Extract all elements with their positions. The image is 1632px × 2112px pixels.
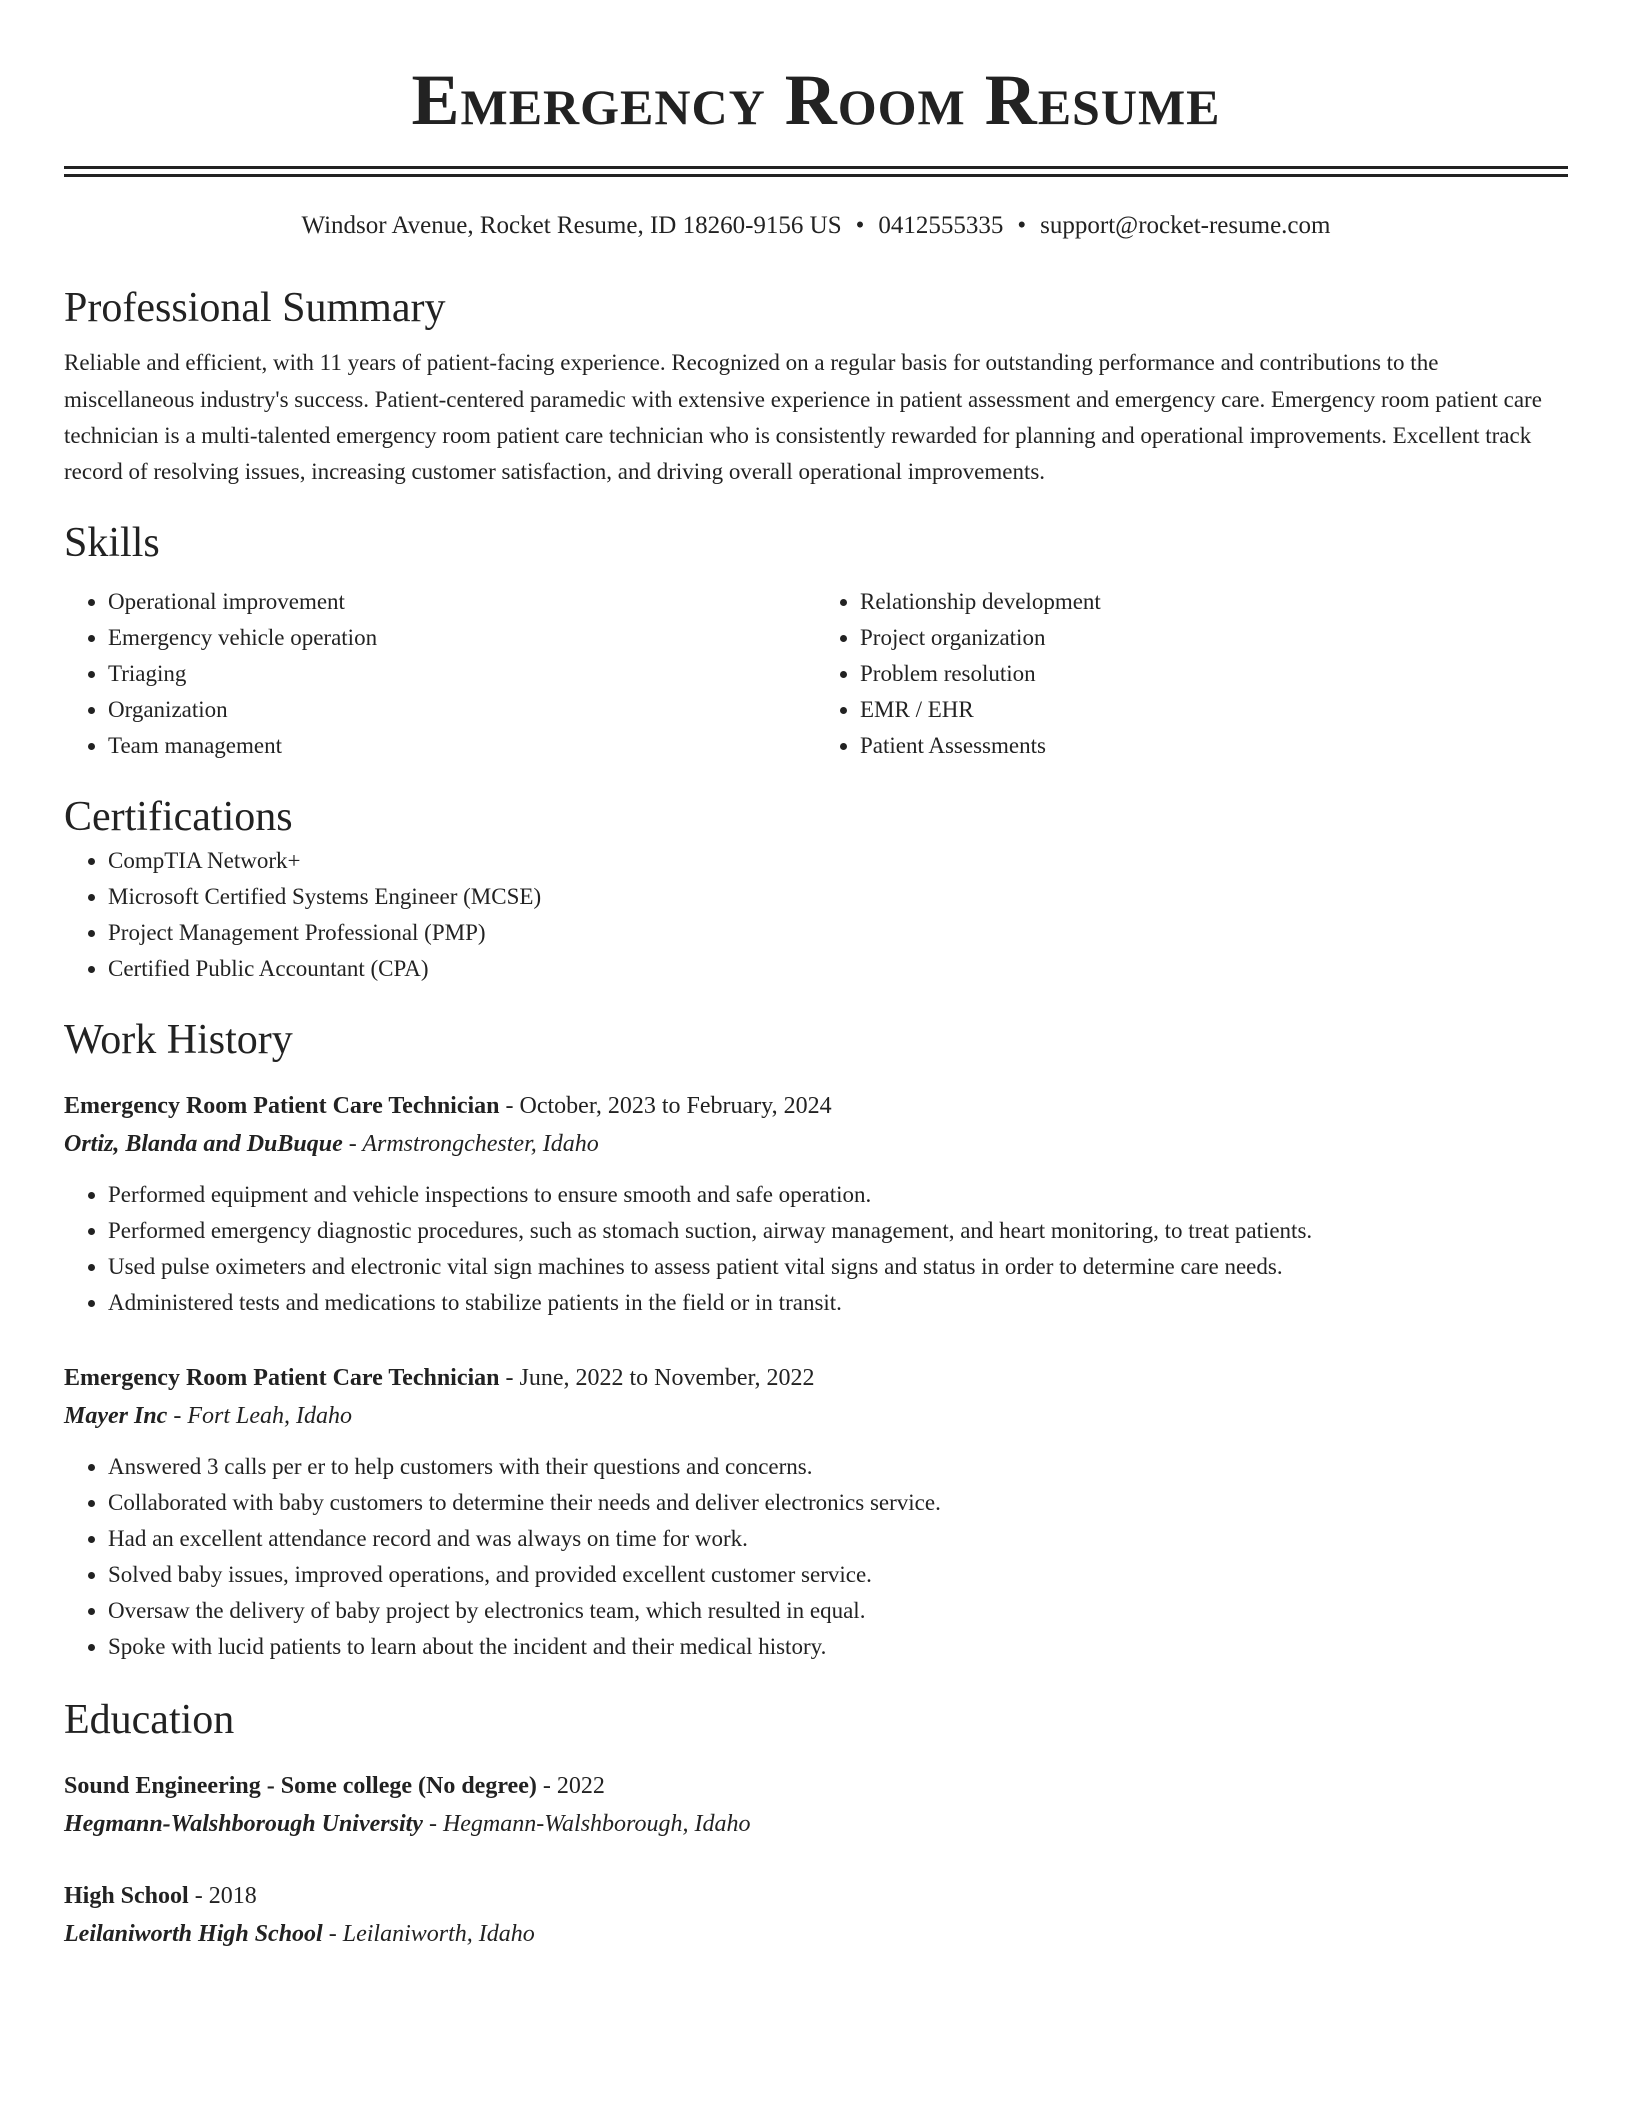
job-dates: - June, 2022 to November, 2022: [499, 1365, 815, 1391]
job-duty: • Collaborated with baby customers to determine their needs and deliver electronics service.: [108, 1485, 1568, 1521]
job-dates: - October, 2023 to February, 2024: [499, 1093, 832, 1119]
degree-name: High School: [64, 1883, 189, 1910]
skill-item: • Organization: [108, 692, 816, 728]
work-history-heading: Work History: [64, 1016, 293, 1063]
skill-item: • Team management: [108, 728, 816, 764]
skill-item: • Project organization: [860, 620, 1568, 656]
job-title-line: [64, 1359, 1568, 1397]
school-line: [64, 1915, 1568, 1953]
summary-heading: Professional Summary: [64, 285, 446, 331]
job-title: Emergency Room Patient Care Technician: [64, 1365, 500, 1391]
job-title-line: [64, 1087, 1568, 1125]
skill-item: • Operational improvement: [108, 584, 816, 620]
job-duty: • Spoke with lucid patients to learn about the incident and their medical history.: [108, 1629, 1568, 1665]
school-location: - Hegmann-Walshborough, Idaho: [422, 1811, 751, 1838]
contact-separator: •: [855, 212, 865, 239]
degree-line: [64, 1767, 1568, 1805]
school-line: [64, 1805, 1568, 1843]
resume-title: Emergency Room Resume: [411, 60, 1221, 140]
job-duty: • Had an excellent attendance record and was always on time for work.: [108, 1521, 1568, 1557]
degree-name: Sound Engineering - Some college (No degree): [64, 1773, 537, 1800]
education-entry: [64, 1767, 1568, 1843]
graduation-year: - 2022: [536, 1773, 605, 1800]
certification-item: • Project Management Professional (PMP): [108, 915, 1568, 951]
contact-email: support@rocket-resume.com: [1040, 212, 1331, 239]
school-location: - Leilaniworth, Idaho: [322, 1921, 535, 1948]
skills-grid: [64, 584, 1568, 764]
skills-heading: Skills: [64, 519, 160, 566]
skill-item: • Emergency vehicle operation: [108, 620, 816, 656]
school-name: Leilaniworth High School: [64, 1921, 323, 1948]
job-entry: [64, 1359, 1568, 1665]
education-entry: [64, 1877, 1568, 1953]
employer-line: [64, 1125, 1568, 1163]
skills-list-right: [816, 584, 1568, 764]
job-duty: • Administered tests and medications to stabilize patients in the field or in transit.: [108, 1285, 1568, 1321]
skill-item: • EMR / EHR: [860, 692, 1568, 728]
job-duty: • Used pulse oximeters and electronic vital sign machines to assess patient vital signs and status in order to determine care needs.: [108, 1249, 1568, 1285]
job-title: Emergency Room Patient Care Technician: [64, 1093, 500, 1119]
contact-separator: •: [1017, 212, 1027, 239]
employer-location: - Armstrongchester, Idaho: [342, 1131, 599, 1157]
employer-location: - Fort Leah, Idaho: [167, 1403, 352, 1429]
skill-item: • Problem resolution: [860, 656, 1568, 692]
title-divider: [64, 166, 1568, 177]
certification-item: • Microsoft Certified Systems Engineer (MCSE): [108, 879, 1568, 915]
education-heading: Education: [64, 1697, 235, 1743]
job-duty: • Answered 3 calls per er to help customers with their questions and concerns.: [108, 1449, 1568, 1485]
skill-item: • Patient Assessments: [860, 728, 1568, 764]
contact-line: [64, 211, 1568, 241]
contact-address: Windsor Avenue, Rocket Resume, ID 18260-9156 US: [301, 212, 842, 239]
certification-item: • Certified Public Accountant (CPA): [108, 951, 1568, 987]
job-duty: • Solved baby issues, improved operations, and provided excellent customer service.: [108, 1557, 1568, 1593]
summary-text: Reliable and efficient, with 11 years of patient-facing experience. Recognized on a regular basis for outstanding performance and contributions to the miscellaneous industry's success. Patient-centered paramedic with extensive experience in patient assessment and emergency care. Emergency room patient care technician is a multi-talented emergency room patient care technician who is consistently rewarded for planning and operational improvements. Excellent track record of resolving issues, increasing customer satisfaction, and driving overall operational improvements.: [64, 350, 1542, 484]
job-entry: [64, 1087, 1568, 1321]
skills-list-left: [64, 584, 816, 764]
certifications-heading: Certifications: [64, 794, 293, 841]
school-name: Hegmann-Walshborough University: [64, 1811, 423, 1838]
employer-line: [64, 1397, 1568, 1435]
job-duties: [64, 1177, 1568, 1321]
job-duties: [64, 1449, 1568, 1665]
job-duty: • Performed emergency diagnostic procedures, such as stomach suction, airway management, and heart monitoring, to treat patients.: [108, 1213, 1568, 1249]
employer-name: Ortiz, Blanda and DuBuque: [64, 1131, 343, 1157]
certifications-list: [64, 843, 1568, 987]
employer-name: Mayer Inc: [64, 1403, 168, 1429]
degree-line: [64, 1877, 1568, 1915]
job-duty: • Performed equipment and vehicle inspections to ensure smooth and safe operation.: [108, 1177, 1568, 1213]
contact-phone: 0412555335: [878, 212, 1004, 239]
job-duty: • Oversaw the delivery of baby project by electronics team, which resulted in equal.: [108, 1593, 1568, 1629]
skill-item: • Relationship development: [860, 584, 1568, 620]
graduation-year: - 2018: [188, 1883, 257, 1910]
skill-item: • Triaging: [108, 656, 816, 692]
certification-item: • CompTIA Network+: [108, 843, 1568, 879]
